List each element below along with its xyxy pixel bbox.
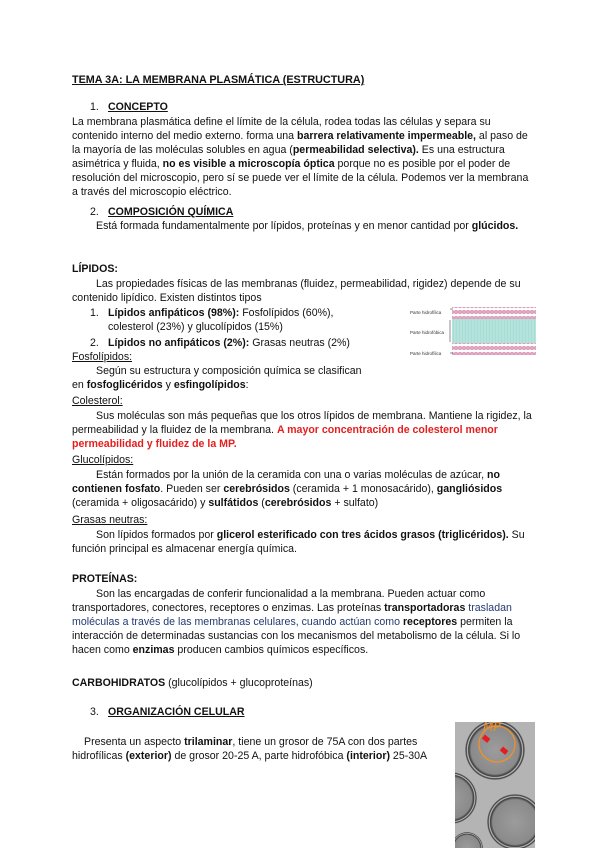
proteinas-paragraph: Son las encargadas de conferir funcionalidad a la membrana. Pueden actuar como transportadores, conectores, receptores o enzimas. Las proteínas transportadoras trasladan moléculas a través de las membranas celulares, cuando actúan como receptores permiten la interacción de determinadas sustancias con los mecanismos del metabolismo de la célula. Si lo hacen como enzimas producen cambios químicos específicos. [72,588,521,656]
fosfolipidos-paragraph: Según su estructura y composición química se clasifican en fosfoglicéridos y esfingolípidos: [72,365,362,391]
lipidos-item-1-cont: colesterol (23%) y glucolípidos (15%) [108,321,283,333]
section-3-paragraph: Presenta un aspecto trilaminar, tiene un grosor de 75A con dos partes hidrofílicas (exterior) de grosor 20-25 A, parte hidrofóbica (interior) 25-30A [72,736,428,762]
page-title: TEMA 3A: LA MEMBRANA PLASMÁTICA (ESTRUCTURA) [72,74,365,86]
grasas-neutras-heading: Grasas neutras: [72,514,148,526]
section-1-heading: 1. CONCEPTO [90,101,168,113]
section-1-paragraph: La membrana plasmática define el límite de la célula, rodea todas las células y separa su contenido interno del medio externo. forma una barrera relativamente impermeable, al paso de la mayoría de las moléculas solubles en agua (permeabilidad selectiva). Es una estructura asimétrica y fluida, no es visible a microscopía óptica porque no es posible por el poder de resolución del microscopio, pero sí se puede ver el límite de la célula. Podemos ver la membrana a través del microscopio eléctrico. [72,116,529,198]
micrograph-image [455,722,535,848]
section-2-heading: 2. COMPOSICIÓN QUÍMICA [90,206,234,218]
lipidos-item-1: 1. Lípidos anfipáticos (98%): Fosfolípidos (60%), [90,307,334,319]
mp-annotation: MP [483,722,501,734]
electron-micrograph [455,722,535,848]
label-hydrophilic-top: Parte hidrofílica [410,310,442,315]
membrane-bilayer-figure [410,303,538,361]
label-hydrophilic-bottom: Parte hidrofílica [410,351,442,356]
section-3-heading: 3. ORGANIZACIÓN CELULAR [90,706,245,718]
lipidos-item-2: 2. Lípidos no anfipáticos (2%): Grasas neutras (2%) [90,337,350,349]
carbohidratos-line: CARBOHIDRATOS (glucolípidos + glucoproteínas) [72,677,313,689]
label-hydrophobic: Parte hidrofóbica [410,330,445,335]
lipidos-heading: LÍPIDOS: [72,263,118,275]
fosfolipidos-heading: Fosfolípidos: [72,351,133,363]
proteinas-heading: PROTEÍNAS: [72,573,138,585]
glucolipidos-paragraph: Están formados por la unión de la ceramida con una o varias moléculas de azúcar, no contienen fosfato. Pueden ser cerebrósidos (ceramida + 1 monosacárido), gangliósidos (ceramida + oligosacárido) y sulfátidos (cerebrósidos + sulfato) [72,469,503,509]
glucolipidos-heading: Glucolípidos: [72,454,134,466]
colesterol-paragraph: Sus moléculas son más pequeñas que los otros lípidos de membrana. Mantiene la rigidez, la permeabilidad y la fluidez de la membrana. A mayor concentración de colesterol menor permeabilidad y fluidez de la MP. [72,410,532,450]
lipidos-intro: Las propiedades físicas de las membranas (fluidez, permeabilidad, rigidez) depende de su contenido lipídico. Existen distintos tipos [72,278,521,304]
section-2-paragraph: Está formada fundamentalmente por lípidos, proteínas y en menor cantidad por glúcidos. [96,220,519,232]
grasas-neutras-paragraph: Son lípidos formados por glicerol esterificado con tres ácidos grasos (triglicéridos). Su función principal es almacenar energía química. [72,529,525,555]
colesterol-heading: Colesterol: [72,395,123,407]
